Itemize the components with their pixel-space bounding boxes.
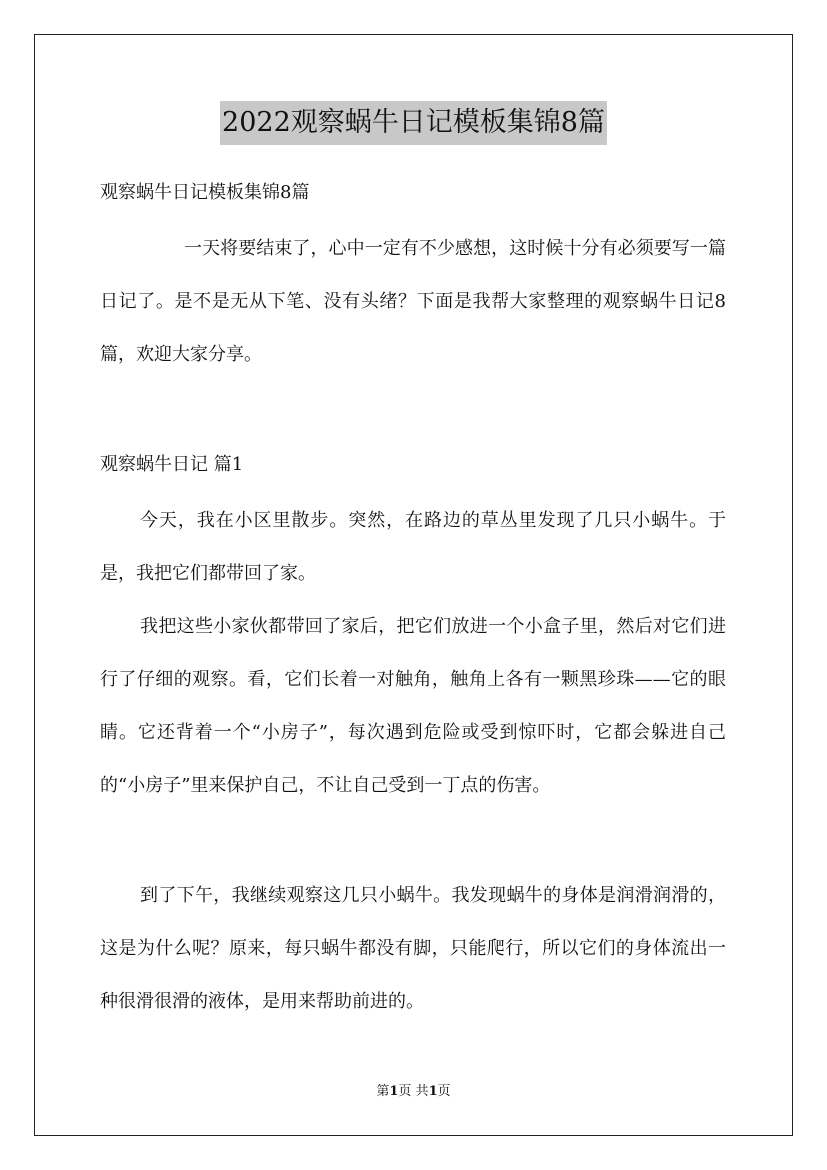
section-heading: 观察蜗牛日记 篇1: [100, 454, 244, 475]
page-mid: 页 共: [398, 1084, 429, 1099]
document-subtitle: 观察蜗牛日记模板集锦8篇: [100, 182, 310, 203]
body-paragraph-3: 到了下午，我继续观察这几只小蜗牛。我发现蜗牛的身体是润滑润滑的，这是为什么呢？原来，每只蜗牛都没有脚，只能爬行，所以它们的身体流出一种很滑很滑的液体，是用来帮助前进的。: [100, 885, 726, 1012]
page-suffix: 页: [437, 1084, 451, 1099]
page-total: 1: [428, 1084, 438, 1099]
intro-paragraph: 一天将要结束了，心中一定有不少感想，这时候十分有必须要写一篇日记了。是不是无从下笔、没有头绪？下面是我帮大家整理的观察蜗牛日记8篇，欢迎大家分享。: [100, 238, 726, 365]
page-footer: [0, 1083, 827, 1101]
page-number: 1: [389, 1084, 399, 1099]
page-prefix: 第: [376, 1084, 390, 1099]
body-paragraph-2: 我把这些小家伙都带回了家后，把它们放进一个小盒子里，然后对它们进行了仔细的观察。看，它们长着一对触角，触角上各有一颗黑珍珠——它的眼睛。它还背着一个“小房子”，每次遇到危险或受到惊吓时，它都会躲进自己的“小房子”里来保护自己，不让自己受到一丁点的伤害。: [100, 616, 726, 796]
document-title-block: [0, 101, 827, 145]
document-title: 2022观察蜗牛日记模板集锦8篇: [220, 101, 607, 145]
body-paragraph-1: 今天，我在小区里散步。突然，在路边的草丛里发现了几只小蜗牛。于是，我把它们都带回了家。: [100, 510, 726, 584]
